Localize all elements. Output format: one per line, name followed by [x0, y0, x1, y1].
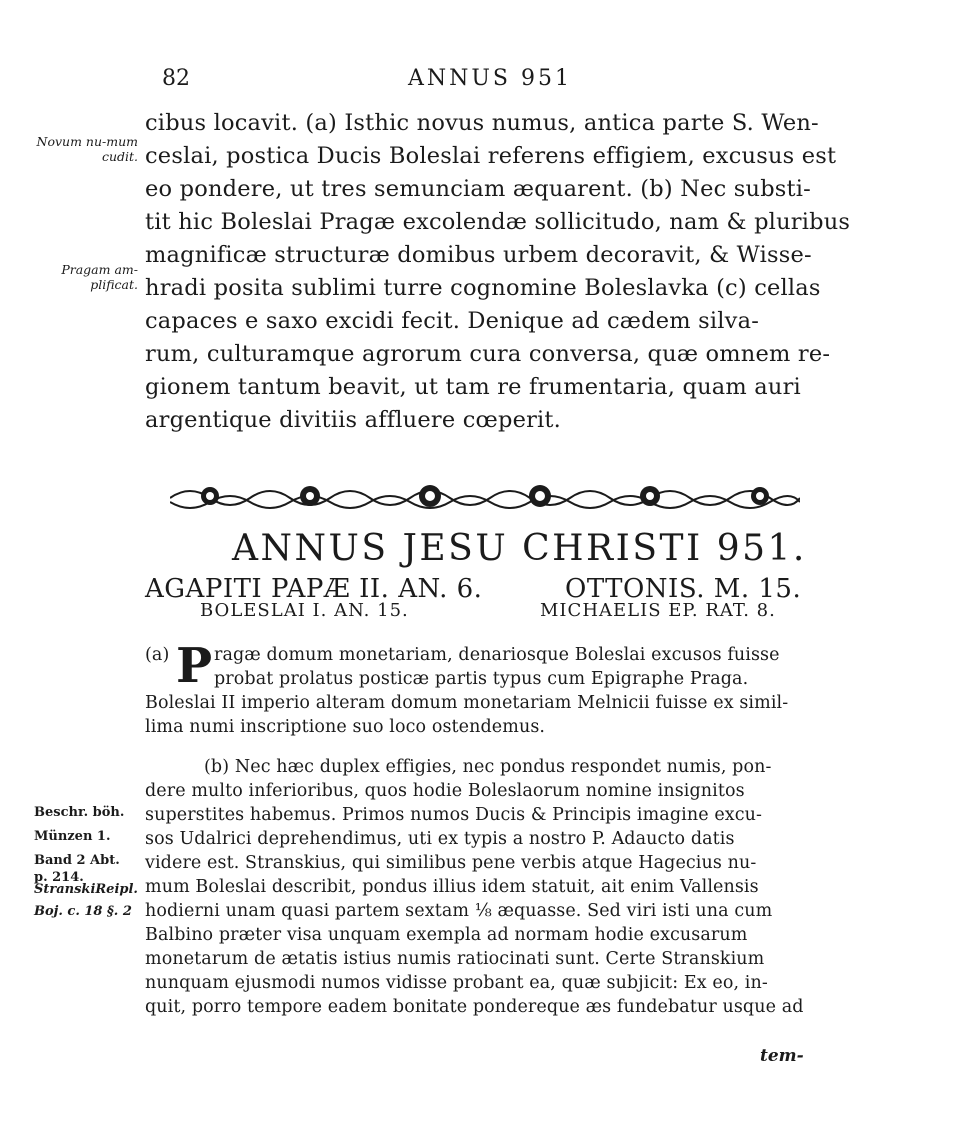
body-line: eo pondere, ut tres semunciam æquarent. (b) Nec substi- [145, 176, 811, 202]
body-line: magnificæ structuræ domibus urbem decoravit, & Wisse- [145, 242, 812, 268]
body-line: hradi posita sublimi turre cognomine Boleslavka (c) cellas [145, 275, 821, 301]
footnote-line: superstites habemus. Primos numos Ducis & Principis imagine excu- [145, 805, 763, 825]
body-line: argentique divitiis affluere cœperit. [145, 407, 562, 433]
catchword: tem- [760, 1046, 804, 1066]
footnote-line: lima numi inscriptione suo loco ostendemus. [145, 717, 546, 737]
margin-ref: StranskiReipl. [34, 882, 138, 897]
margin-ref: Beschr. böh. [34, 805, 125, 820]
footnote-line: sos Udalrici deprehendimus, uti ex typis a nostro P. Adaucto datis [145, 829, 735, 849]
footnote-line: dere multo inferioribus, quos hodie Boleslaorum nomine insignitos [145, 781, 745, 801]
ornament-band [170, 474, 800, 520]
body-line: rum, culturamque agrorum cura conversa, quæ omnem re- [145, 341, 831, 367]
regnal-emperor: OTTONIS. M. 15. [565, 574, 802, 604]
margin-note-new-coin: Novum nu-mum cudit. [36, 134, 138, 164]
footnote-line: monetarum de ætatis istius numis ratiocinati sunt. Certe Stranskium [145, 949, 765, 969]
footnote-line: (b) Nec hæc duplex effigies, nec pondus respondet numis, pon- [204, 757, 772, 777]
regnal-pope: AGAPITI PAPÆ II. AN. 6. [145, 574, 483, 604]
regnal-duke: BOLESLAI I. AN. 15. [200, 600, 409, 621]
footnote-marker: (a) [145, 645, 170, 665]
footnote-line: videre est. Stranskius, qui similibus pene verbis atque Hagecius nu- [145, 853, 757, 873]
footnote-line: Balbino præter visa unquam exempla ad normam hodie excusarum [145, 925, 748, 945]
footnote-line: ragæ domum monetariam, denariosque Boleslai excusos fuisse [214, 645, 780, 665]
regnal-bishop: MICHAELIS EP. RAT. 8. [540, 600, 776, 621]
footnote-line: mum Boleslai describit, pondus illius idem statuit, ait enim Vallensis [145, 877, 759, 897]
body-line: ceslai, postica Ducis Boleslai referens effigiem, excusus est [145, 143, 837, 169]
footnote-line: probat prolatus posticæ partis typus cum Epigraphe Praga. [214, 669, 749, 689]
margin-ref: Münzen 1. [34, 829, 111, 844]
footnote-line: nunquam ejusmodi numos vidisse probant ea, quæ subjicit: Ex eo, in- [145, 973, 768, 993]
drop-cap: P [176, 638, 213, 694]
body-line: gionem tantum beavit, ut tam re frumentaria, quam auri [145, 374, 801, 400]
body-line: tit hic Boleslai Pragæ excolendæ sollicitudo, nam & pluribus [145, 209, 851, 235]
margin-ref: p. 214. [34, 870, 84, 885]
margin-note-prague: Pragam am-plificat. [61, 262, 138, 292]
body-line: capaces e saxo excidi fecit. Denique ad cædem silva- [145, 308, 759, 334]
body-line: cibus locavit. (a) Isthic novus numus, antica parte S. Wen- [145, 110, 819, 136]
running-head: ANNUS 951 [408, 66, 572, 91]
section-title: ANNUS JESU CHRISTI 951. [232, 528, 807, 569]
page-number: 82 [162, 66, 190, 91]
footnote-line: Boleslai II imperio alteram domum monetariam Melnicii fuisse ex simil- [145, 693, 789, 713]
footnote-line: quit, porro tempore eadem bonitate pondereque æs fundebatur usque ad [145, 997, 804, 1017]
margin-ref: Boj. c. 18 §. 2 [34, 904, 132, 919]
margin-ref: Band 2 Abt. [34, 853, 120, 868]
footnote-line: hodierni unam quasi partem sextam ⅛ æquasse. Sed viri isti una cum [145, 901, 773, 921]
